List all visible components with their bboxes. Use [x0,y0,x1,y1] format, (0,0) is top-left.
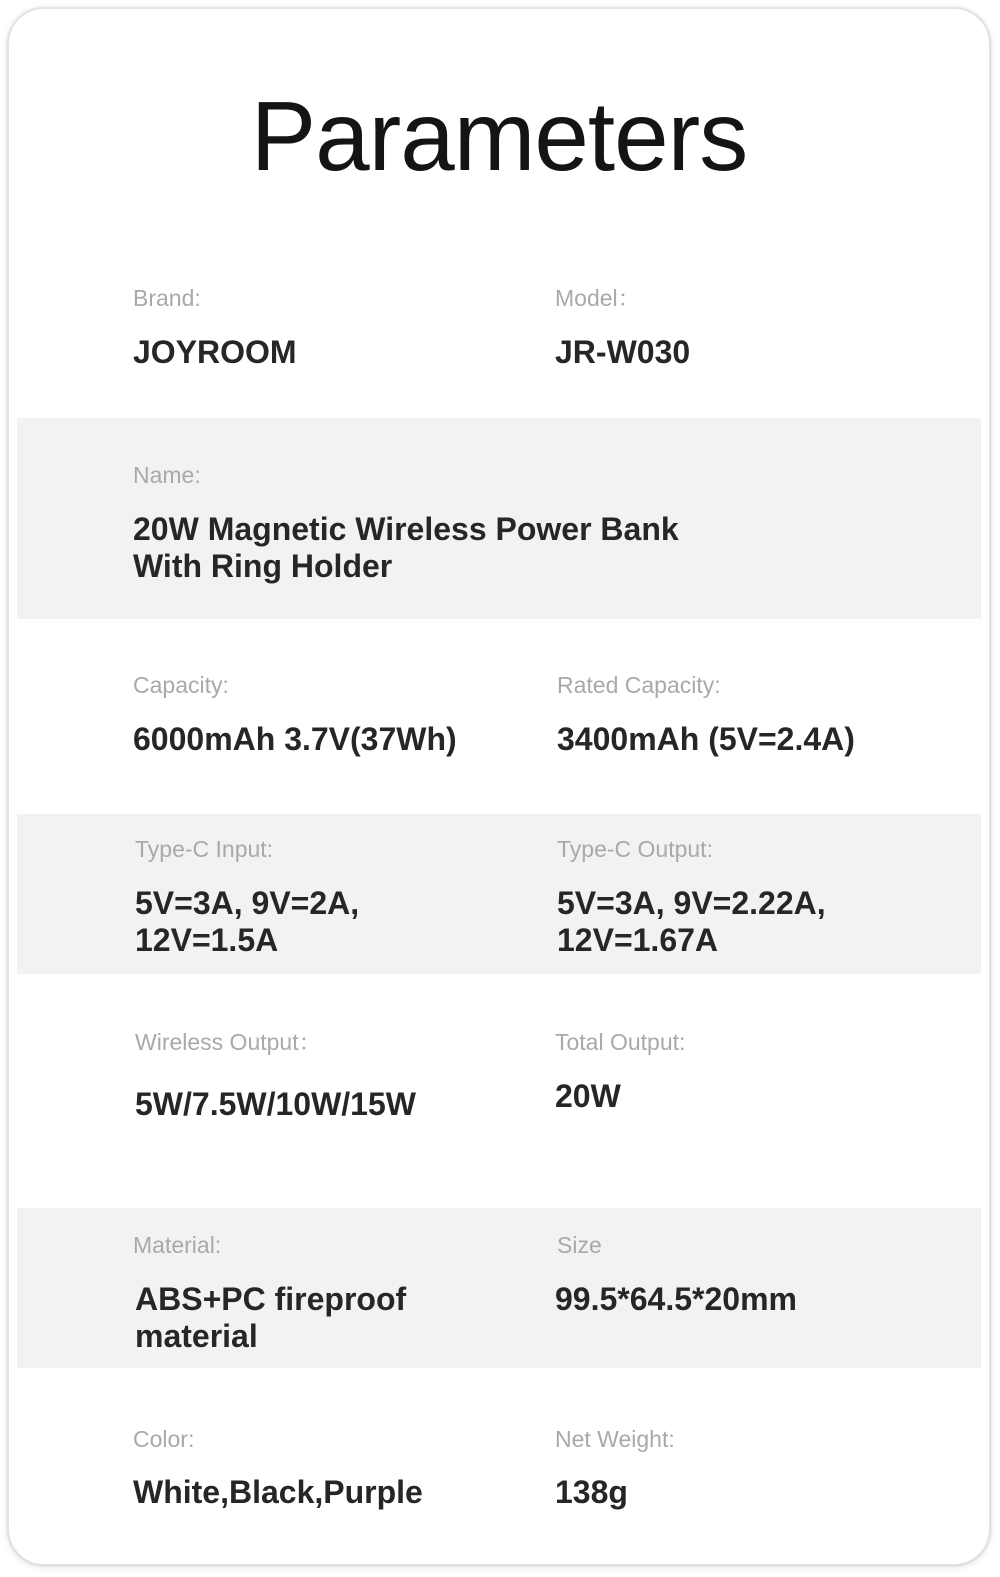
typec-output-value: 5V=3A, 9V=2.22A, 12V=1.67A [557,885,826,958]
wireless-output-label: Wireless Output： [135,1029,322,1055]
rated-capacity-value: 3400mAh (5V=2.4A) [557,721,855,757]
brand-label: Brand: [133,285,201,311]
total-output-label: Total Output: [555,1029,686,1055]
name-label: Name: [133,462,201,488]
color-value: White,Black,Purple [133,1474,423,1510]
capacity-label: Capacity: [133,672,229,698]
color-label: Color: [133,1426,195,1452]
model-label: Model： [555,285,641,311]
size-value: 99.5*64.5*20mm [555,1281,797,1317]
model-value: JR-W030 [555,334,691,370]
total-output-value: 20W [555,1078,621,1114]
typec-output-label: Type-C Output: [557,836,713,862]
wireless-output-value: 5W/7.5W/10W/15W [135,1086,416,1122]
net-weight-value: 138g [555,1474,628,1510]
size-label: Size [557,1232,602,1258]
rated-capacity-label: Rated Capacity: [557,672,721,698]
parameters-card [8,8,990,1565]
material-label: Material: [133,1232,222,1258]
brand-value: JOYROOM [133,334,297,370]
material-value: ABS+PC fireproof material [135,1281,407,1354]
net-weight-label: Net Weight: [555,1426,675,1452]
typec-input-value: 5V=3A, 9V=2A, 12V=1.5A [135,885,360,958]
typec-input-label: Type-C Input: [135,836,274,862]
name-value: 20W Magnetic Wireless Power Bank With Ring Holder [133,511,679,584]
capacity-value: 6000mAh 3.7V(37Wh) [133,721,457,757]
page-title: Parameters [250,81,748,191]
